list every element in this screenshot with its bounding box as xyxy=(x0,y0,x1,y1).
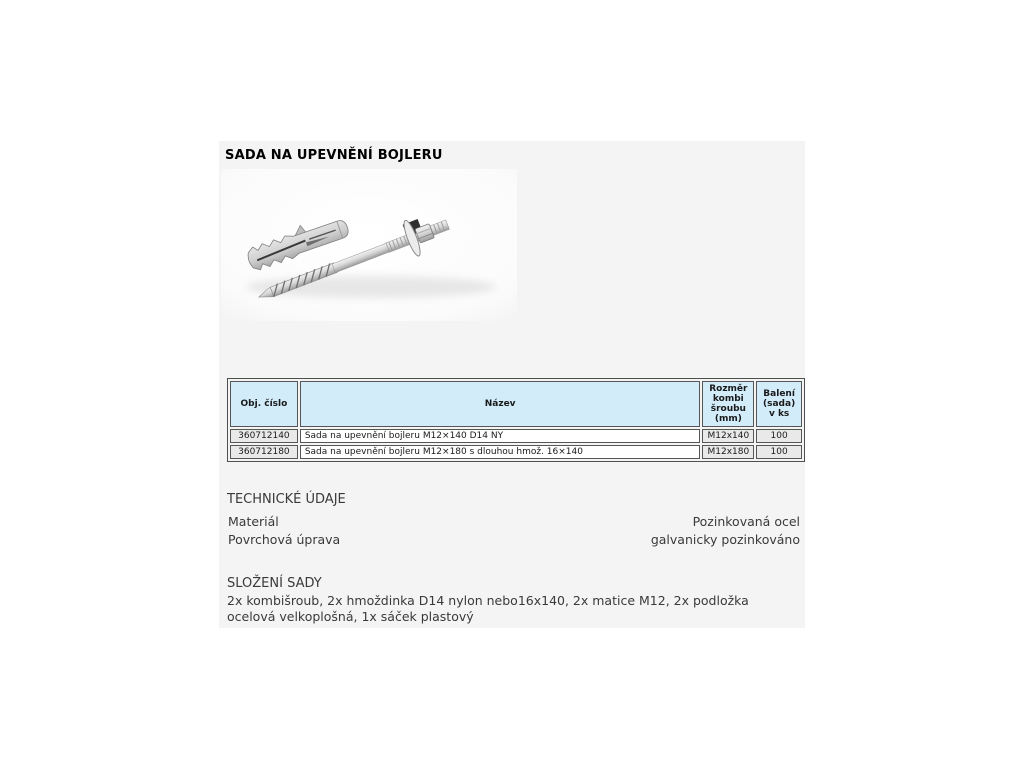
technical-row-surface xyxy=(228,531,800,549)
technical-value: galvanicky pozinkováno xyxy=(650,532,800,547)
cell-obj-cislo: 360712140 xyxy=(230,429,298,443)
table-row xyxy=(230,445,802,459)
cell-nazev: Sada na upevnění bojleru M12×180 s dlouhou hmož. 16×140 xyxy=(300,445,701,459)
cell-rozmer: M12x140 xyxy=(702,429,754,443)
kit-composition-heading: SLOŽENÍ SADY xyxy=(227,576,322,591)
cell-nazev: Sada na upevnění bojleru M12×140 D14 NY xyxy=(300,429,701,443)
technical-data-heading: TECHNICKÉ ÚDAJE xyxy=(227,492,346,507)
technical-value: Pozinkovaná ocel xyxy=(692,514,800,529)
table-header-row xyxy=(230,381,802,427)
table-row xyxy=(230,429,802,443)
content-panel xyxy=(219,141,805,628)
technical-label: Materiál xyxy=(228,514,279,529)
cell-baleni: 100 xyxy=(756,429,802,443)
cell-obj-cislo: 360712180 xyxy=(230,445,298,459)
kit-composition-text: 2x kombišroub, 2x hmoždinka D14 nylon nebo16x140, 2x matice M12, 2x podložka ocelová velkoplošná, 1x sáček plastový xyxy=(227,593,749,624)
technical-label: Povrchová úprava xyxy=(228,532,341,547)
column-header-baleni: Balení (sada) v ks xyxy=(756,381,802,427)
technical-data-rows xyxy=(228,513,800,549)
column-header-obj-cislo: Obj. číslo xyxy=(230,381,298,427)
column-header-rozmer: Rozměr kombi šroubu (mm) xyxy=(702,381,754,427)
product-photo-illustration xyxy=(221,169,517,321)
cell-baleni: 100 xyxy=(756,445,802,459)
technical-row-material xyxy=(228,513,800,531)
product-table xyxy=(227,378,805,462)
product-photo xyxy=(221,169,517,321)
page-title: SADA NA UPEVNĚNÍ BOJLERU xyxy=(225,148,443,163)
column-header-nazev: Název xyxy=(300,381,701,427)
cell-rozmer: M12x180 xyxy=(702,445,754,459)
